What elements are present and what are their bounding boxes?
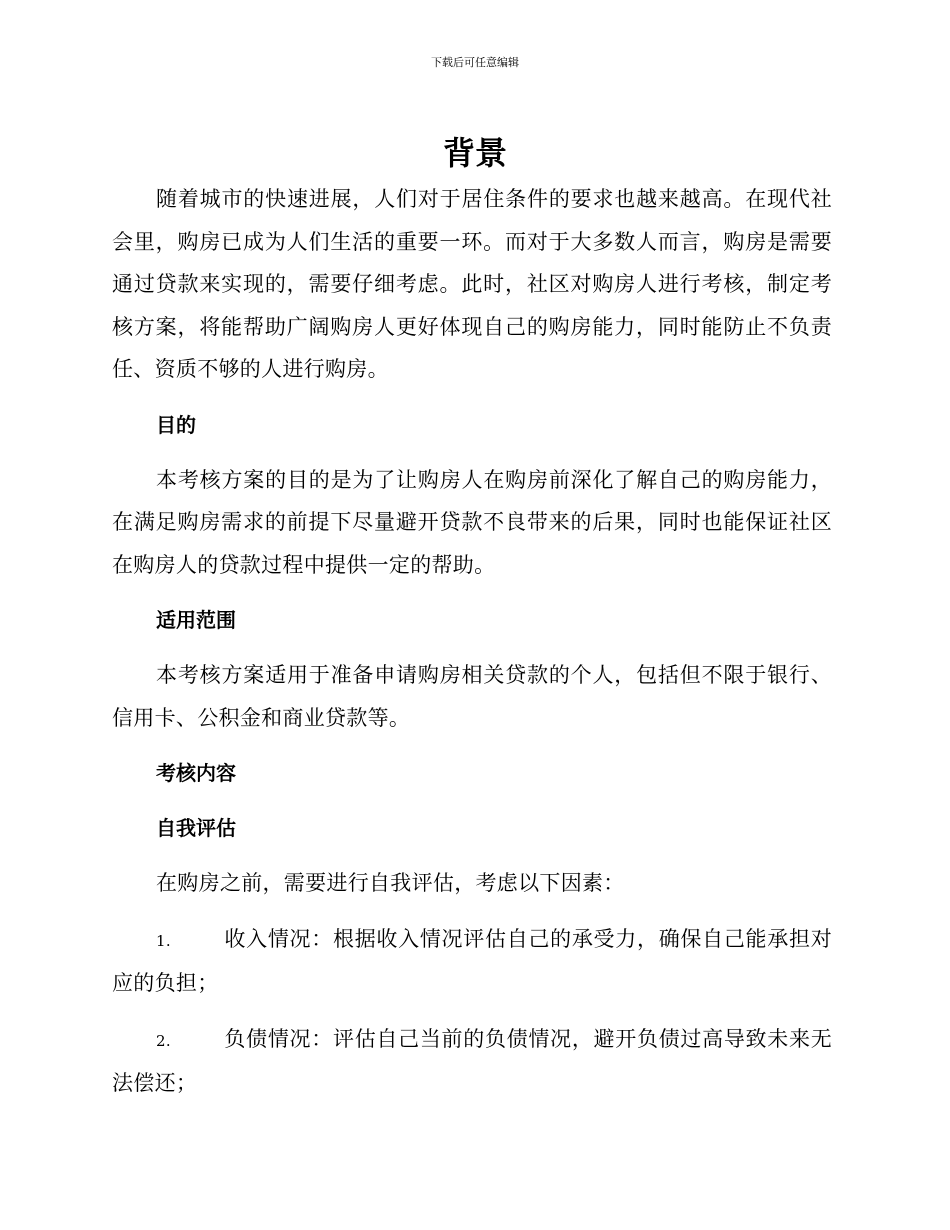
self-evaluation-intro: 在购房之前，需要进行自我评估，考虑以下因素： [156, 871, 625, 895]
list-item [112, 918, 832, 1005]
section-heading-self-evaluation: 自我评估 [156, 816, 236, 840]
section-heading-scope: 适用范围 [156, 608, 236, 632]
document-title: 背景 [442, 134, 507, 172]
purpose-paragraph: 本考核方案的目的是为了让购房人在购房前深化了解自己的购房能力，在满足购房需求的前提下尽量避开贷款不良带来的后果，同时也能保证社区在购房人的贷款过程中提供一定的帮助。 [112, 467, 832, 577]
background-paragraph: 随着城市的快速进展，人们对于居住条件的要求也越来越高。在现代社会里，购房已成为人们生活的重要一环。而对于大多数人而言，购房是需要通过贷款来实现的，需要仔细考虑。此时，社区对购房人进行考核，制定考核方案，将能帮助广阔购房人更好体现自己的购房能力，同时能防止不负责任、资质不够的人进行购房。 [112, 187, 832, 381]
scope-paragraph: 本考核方案适用于准备申请购房相关贷款的个人，包括但不限于银行、信用卡、公积金和商业贷款等。 [112, 663, 832, 730]
list-item-number: 1. [156, 931, 171, 950]
section-heading-assessment: 考核内容 [156, 761, 236, 785]
list-item-text: 负债情况：评估自己当前的负债情况，避开负债过高导致未来无法偿还； [112, 1026, 832, 1095]
page-header-note: 下载后可任意编辑 [431, 56, 519, 69]
list-item-text: 收入情况：根据收入情况评估自己的承受力，确保自己能承担对应的负担； [112, 926, 832, 995]
list-item [112, 1018, 832, 1105]
list-item-number: 2. [156, 1031, 171, 1050]
document-body [112, 178, 832, 1105]
section-heading-purpose: 目的 [156, 412, 196, 437]
